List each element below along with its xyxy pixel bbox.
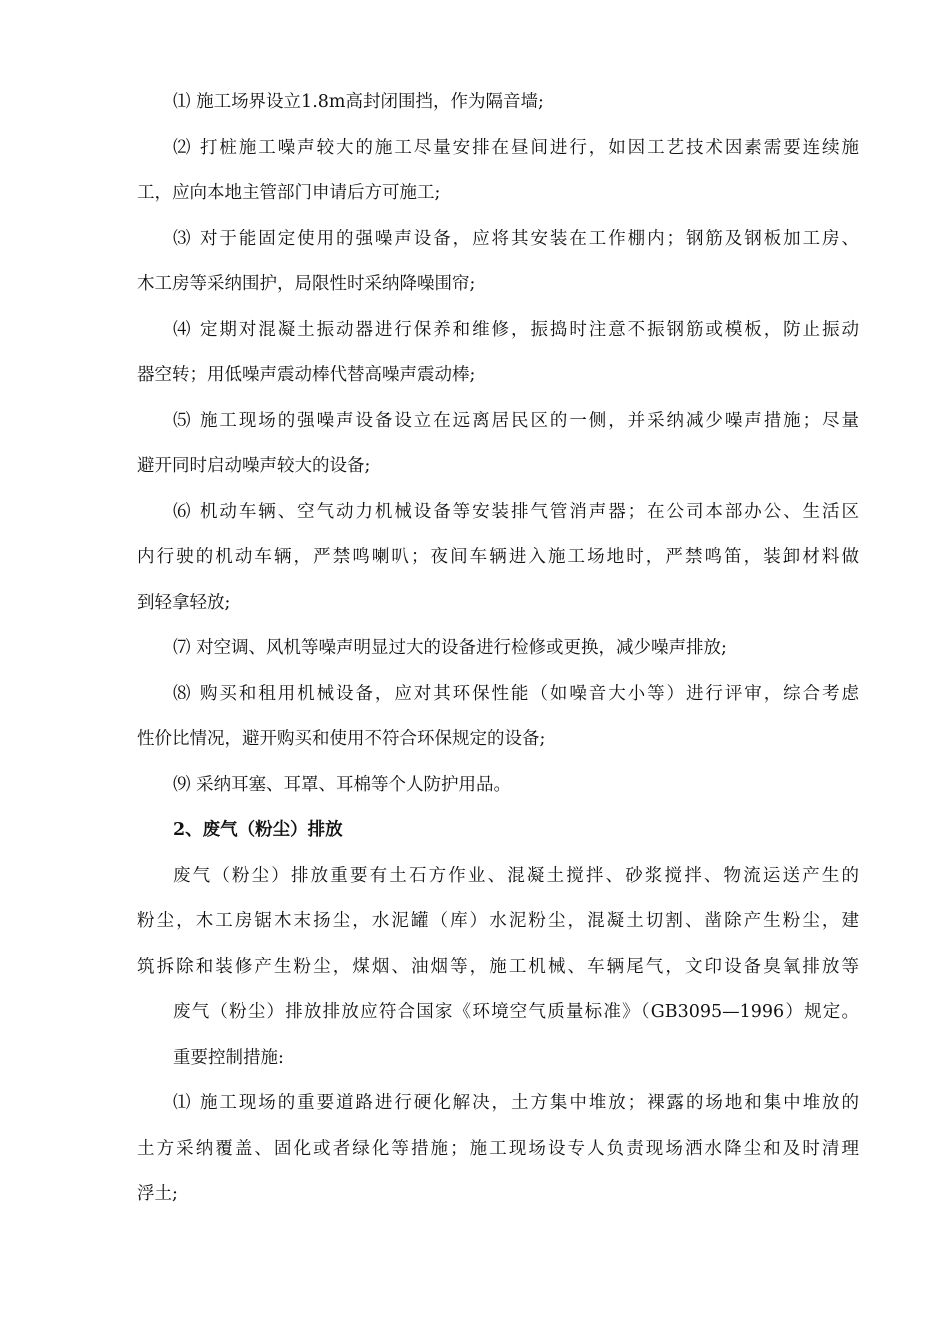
noise-item-2: ⑵ 打桩施工噪声较大的施工尽量安排在昼间进行，如因工艺技术因素需要连续施 xyxy=(173,138,859,158)
noise-item-1: ⑴ 施工场界设立1.8m高封闭围挡，作为隔音墙; xyxy=(173,92,544,112)
noise-item-6-cont: 内行驶的机动车辆，严禁鸣喇叭；夜间车辆进入施工场地时，严禁鸣笛，装卸材料做 xyxy=(137,547,859,567)
noise-item-8-cont: 性价比情况，避开购买和使用不符合环保规定的设备; xyxy=(137,729,546,749)
noise-item-5-cont: 避开同时启动噪声较大的设备; xyxy=(137,456,371,476)
noise-item-9: ⑼ 采纳耳塞、耳罩、耳棉等个人防护用品。 xyxy=(173,775,512,795)
noise-item-3-cont: 木工房等采纳围护，局限性时采纳降噪围帘; xyxy=(137,274,476,294)
noise-item-8: ⑻ 购买和租用机械设备，应对其环保性能（如噪音大小等）进行评审，综合考虑 xyxy=(173,684,859,704)
noise-item-4-cont: 器空转；用低噪声震动棒代替高噪声震动棒; xyxy=(137,365,476,385)
exhaust-standard-paragraph: 废气（粉尘）排放排放应符合国家《环境空气质量标准》（GB3095—1996）规定。 xyxy=(173,1002,859,1022)
control-measures-label: 重要控制措施: xyxy=(173,1048,284,1068)
exhaust-paragraph: 废气（粉尘）排放重要有土石方作业、混凝土搅拌、砂浆搅拌、物流运送产生的 xyxy=(173,866,859,886)
exhaust-paragraph-cont: 粉尘，木工房锯木末扬尘，水泥罐（库）水泥粉尘，混凝土切割、凿除产生粉尘，建 xyxy=(137,911,859,931)
section-heading-exhaust: 2、废气（粉尘）排放 xyxy=(173,820,343,840)
noise-item-4: ⑷ 定期对混凝土振动器进行保养和维修，振捣时注意不振钢筋或模板，防止振动 xyxy=(173,320,859,340)
exhaust-item-1: ⑴ 施工现场的重要道路进行硬化解决，土方集中堆放；裸露的场地和集中堆放的 xyxy=(173,1093,859,1113)
exhaust-item-1-cont: 土方采纳覆盖、固化或者绿化等措施；施工现场设专人负责现场洒水降尘和及时清理 xyxy=(137,1139,859,1159)
noise-item-7: ⑺ 对空调、风机等噪声明显过大的设备进行检修或更换，减少噪声排放; xyxy=(173,638,727,658)
exhaust-item-1-cont2: 浮土; xyxy=(137,1184,178,1204)
noise-item-6: ⑹ 机动车辆、空气动力机械设备等安装排气管消声器；在公司本部办公、生活区 xyxy=(173,502,859,522)
noise-item-3: ⑶ 对于能固定使用的强噪声设备，应将其安装在工作棚内；钢筋及钢板加工房、 xyxy=(173,229,859,249)
noise-item-2-cont: 工，应向本地主管部门申请后方可施工; xyxy=(137,183,441,203)
exhaust-paragraph-cont2: 筑拆除和装修产生粉尘，煤烟、油烟等，施工机械、车辆尾气，文印设备臭氧排放等 xyxy=(137,957,859,977)
noise-item-5: ⑸ 施工现场的强噪声设备设立在远离居民区的一侧，并采纳减少噪声措施；尽量 xyxy=(173,411,859,431)
noise-item-6-cont2: 到轻拿轻放; xyxy=(137,593,231,613)
